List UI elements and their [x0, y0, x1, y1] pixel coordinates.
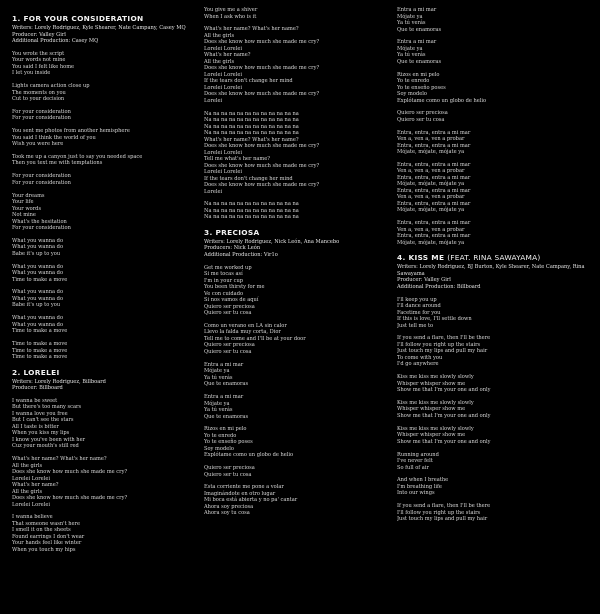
- track-number: 1.: [12, 14, 21, 23]
- lyric-stanza: [12, 398, 195, 450]
- lyric-stanza: [12, 109, 195, 122]
- lyric-line: Soy modelo: [204, 445, 234, 452]
- lyric-line: Quiero ser tu cosa: [397, 116, 445, 123]
- lyric-line: For your consideration: [12, 179, 71, 186]
- lyric-line: Ya tú verás: [204, 374, 233, 381]
- lyric-line: Just touch my lips and pull my hair: [397, 348, 488, 355]
- lyric-line: What you wanna do: [12, 315, 64, 322]
- lyric-stanza: [204, 465, 387, 478]
- lyric-line: Entra a mi mar: [397, 39, 437, 46]
- lyric-stanza: [12, 51, 195, 77]
- lyric-stanza: [12, 315, 195, 335]
- song-credits: [397, 264, 590, 290]
- lyric-line: Mójate ya: [397, 13, 423, 20]
- lyric-line: Quiero ser preciosa: [397, 110, 448, 117]
- song-heading: [12, 14, 195, 23]
- lyric-line: I've never felt: [397, 458, 433, 465]
- credit-line: Writers: Lorely Rodriguez, Kyle Shearer, Nate Campany, Casey MQ: [12, 25, 186, 31]
- lyric-line: That someone wasn't here: [12, 520, 80, 527]
- lyric-line: Took me up a canyon just to say you needed space: [12, 153, 143, 160]
- lyric-line: Tell me what's her name?: [204, 156, 270, 163]
- lyric-stanza: [397, 7, 590, 33]
- lyric-line: All I taste is bitter: [12, 423, 59, 430]
- lyric-line: You wrote the script: [12, 50, 65, 57]
- track-title: KISS ME: [408, 253, 445, 263]
- lyric-line: For your consideration: [12, 108, 71, 115]
- lyric-line: Your hands feel like winter: [12, 540, 82, 547]
- credit-line: Additional Production: Vir1o: [204, 251, 278, 258]
- lyrics-column-1: [12, 0, 195, 614]
- lyric-line: Ve con cuidado: [204, 290, 244, 297]
- lyric-stanza: [204, 111, 387, 196]
- song-heading: [12, 368, 195, 377]
- lyric-line: You sent me photos from another hemisphere: [12, 128, 130, 135]
- lyric-line: Ven a, ven a, ven a probar: [397, 194, 465, 201]
- credit-line: Sawayama: [397, 270, 425, 277]
- lyric-line: You said I think the world of you: [12, 134, 96, 141]
- lyric-line: Soy modelo: [397, 91, 427, 98]
- lyric-line: I'm in your cup: [204, 277, 244, 284]
- lyric-line: If you send a flare, then I'll be there: [397, 503, 491, 510]
- lyric-line: Explótame como un globo de helio: [397, 97, 487, 104]
- lyric-line: Lorelei Lorelei: [204, 149, 242, 156]
- lyric-stanza: [12, 341, 195, 361]
- lyric-line: You give me a shiver: [204, 7, 258, 13]
- lyric-line: Lorelei Lorelei: [204, 71, 242, 78]
- lyric-line: Lorelei Lorelei: [12, 475, 50, 482]
- lyric-line: Llevo la falda muy corta, Dior: [204, 329, 281, 336]
- lyric-line: Quiero ser tu cosa: [204, 310, 252, 317]
- lyric-line: Lorelei Lorelei: [204, 84, 242, 91]
- lyric-line: What's her name?: [12, 482, 59, 489]
- lyric-stanza: [204, 426, 387, 459]
- lyric-line: I know you've been with her: [12, 436, 86, 443]
- lyric-line: Yo te enseño poses: [397, 84, 446, 91]
- lyric-line: Your life: [12, 199, 34, 206]
- lyric-stanza: [397, 335, 590, 368]
- lyric-line: Mójate ya: [204, 368, 230, 375]
- lyric-stanza: [12, 83, 195, 103]
- lyric-line: Whisper whisper show me: [397, 406, 466, 413]
- lyric-line: Get me worked up: [204, 264, 252, 271]
- lyric-line: Que te enamoras: [204, 413, 249, 420]
- lyric-line: I'm breathing life: [397, 483, 442, 490]
- lyric-line: Show me that I'm your one and only: [397, 438, 491, 445]
- lyric-line: I wanna love you free: [12, 410, 68, 417]
- song-heading: [397, 253, 590, 262]
- lyric-stanza: [397, 162, 590, 214]
- lyric-line: Mójate, mójate, mójate ya: [397, 181, 465, 188]
- lyric-line: Mójate ya: [204, 400, 230, 407]
- lyric-line: Not mine: [12, 212, 36, 219]
- lyric-line: Does she know how much she made me cry?: [204, 182, 320, 189]
- song-block: [397, 7, 590, 246]
- lyric-stanza: [204, 26, 387, 104]
- lyric-stanza: [12, 128, 195, 148]
- lyric-line: Quiero ser tu cosa: [204, 348, 252, 355]
- lyric-line: I'll keep you up: [397, 296, 437, 303]
- song-credits: [12, 25, 195, 45]
- lyric-line: What you wanna do: [12, 270, 64, 277]
- lyric-line: Ahora soy tu cosa: [204, 510, 250, 517]
- lyric-line: What's her name? What's her name?: [204, 26, 299, 33]
- lyric-stanza: [397, 426, 590, 446]
- lyric-line: Imaginándote en otro lugar: [204, 490, 276, 497]
- lyric-line: Just tell me to: [397, 322, 434, 329]
- lyric-stanza: [12, 173, 195, 186]
- lyric-line: Na na na na na na na na na na na na: [204, 214, 299, 221]
- lyric-line: But I can't see the stars: [12, 417, 74, 424]
- credit-line: Producer: Valley Girl: [12, 31, 66, 38]
- lyric-line: Then you text me with temptations: [12, 160, 103, 167]
- lyric-line: Quiero ser preciosa: [204, 303, 255, 310]
- lyric-line: Como un verano en LA sin calor: [204, 322, 287, 329]
- lyric-line: Yo te enredo: [204, 432, 237, 439]
- lyric-line: Does she know how much she made me cry?: [204, 65, 320, 72]
- lyric-line: All the girls: [12, 488, 43, 495]
- lyric-line: Si me tocas así: [204, 271, 243, 278]
- lyric-line: I let you inside: [12, 70, 51, 77]
- lyric-line: Cut to your decision: [12, 96, 65, 103]
- track-number: 4.: [397, 253, 406, 263]
- lyric-line: I smell it on the sheets: [12, 527, 71, 534]
- lyric-line: Esta corriente me pone a volar: [204, 484, 284, 491]
- lyric-line: What you wanna do: [12, 295, 64, 302]
- credit-line: Additional Production: Billboard: [397, 283, 481, 290]
- lyric-line: Mójate, mójate, mójate ya: [397, 207, 465, 214]
- lyric-line: Time to make a move: [12, 347, 68, 354]
- lyric-stanza: [397, 297, 590, 330]
- lyric-line: Na na na na na na na na na na na na: [204, 207, 299, 214]
- lyric-line: If you send a flare, then I'll be there: [397, 335, 491, 342]
- lyric-line: Ven a, ven a, ven a probar: [397, 226, 465, 233]
- lyric-line: Does she know how much she made me cry?: [204, 39, 320, 46]
- lyric-stanza: [397, 503, 590, 523]
- lyric-line: Kiss me kiss me slowly slowly: [397, 425, 474, 432]
- lyric-stanza: [397, 452, 590, 472]
- lyric-line: Your words: [12, 205, 42, 212]
- lyric-line: Into our wings: [397, 490, 435, 497]
- lyric-stanza: [204, 394, 387, 420]
- lyric-line: All the girls: [12, 462, 43, 469]
- lyrics-column-2: [204, 0, 387, 607]
- lyric-line: Wish you were here: [12, 141, 64, 148]
- lyric-line: Yo te enseño poses: [204, 439, 253, 446]
- lyric-line: Quiero ser tu cosa: [204, 471, 252, 478]
- lyric-line: Cuz your mouth's still red: [12, 443, 79, 450]
- lyric-line: To come with you: [397, 354, 443, 361]
- lyric-line: What you wanna do: [12, 263, 64, 270]
- lyric-line: Que te enamoras: [397, 26, 442, 33]
- lyric-line: What you wanna do: [12, 237, 64, 244]
- lyric-stanza: [204, 201, 387, 221]
- lyric-line: Entra a mi mar: [204, 394, 244, 401]
- lyric-line: Mójate ya: [397, 45, 423, 52]
- lyric-line: Quiero ser preciosa: [204, 342, 255, 349]
- track-title: FOR YOUR CONSIDERATION: [23, 14, 144, 23]
- lyric-line: Ven a, ven a, ven a probar: [397, 136, 465, 143]
- lyric-line: Ya tú verás: [397, 20, 426, 26]
- lyric-line: Yo te enredo: [397, 78, 430, 85]
- lyric-line: Kiss me kiss me slowly slowly: [397, 374, 474, 381]
- track-title: PRECIOSA: [215, 227, 260, 237]
- credit-line: Writers: Lorely Rodriguez, Billboard: [12, 378, 106, 385]
- lyric-line: Entra a mi mar: [204, 361, 244, 368]
- lyric-stanza: [204, 323, 387, 356]
- lyric-line: Time to make a move: [12, 354, 68, 361]
- credit-line: Producer: Valley Girl: [397, 277, 451, 284]
- lyric-line: Na na na na na na na na na na na na: [204, 110, 299, 117]
- song-heading: [204, 228, 387, 237]
- lyric-stanza: [12, 456, 195, 508]
- credit-line: Producer: Billboard: [12, 385, 63, 392]
- lyric-line: Lights camera action close up: [12, 83, 90, 90]
- lyric-stanza: [397, 374, 590, 394]
- lyric-stanza: [397, 72, 590, 105]
- lyric-line: What's the hesitation: [12, 218, 67, 225]
- lyric-line: You said I felt like home: [12, 63, 75, 70]
- lyric-line: But there's too many scars: [12, 404, 82, 411]
- song-block: [12, 368, 195, 554]
- lyric-line: I'll follow you right up the stairs: [397, 341, 481, 348]
- lyric-line: Time to make a move: [12, 341, 68, 348]
- lyric-line: Rizos en mi pelo: [204, 426, 247, 433]
- lyric-line: Entra, entra, entra a mi mar: [397, 174, 471, 181]
- lyric-line: Tell me to come and I'll be at your door: [204, 335, 306, 342]
- lyric-line: All the girls: [204, 58, 235, 65]
- lyric-line: Que te enamoras: [204, 381, 249, 388]
- lyric-line: I wanna believe: [12, 514, 53, 521]
- lyric-line: For your consideration: [12, 115, 71, 122]
- lyric-line: Ven a, ven a, ven a probar: [397, 168, 465, 175]
- lyric-line: Lorelei Lorelei: [12, 501, 50, 508]
- lyric-line: The moments on you: [12, 89, 66, 96]
- lyric-stanza: [204, 7, 387, 20]
- lyric-stanza: [12, 264, 195, 284]
- lyric-line: Quiero ser preciosa: [204, 465, 255, 472]
- lyric-stanza: [12, 238, 195, 258]
- lyric-line: Lorelei: [204, 97, 223, 104]
- lyric-line: Running around: [397, 451, 439, 458]
- credit-line: Additional Production: Casey MQ: [12, 38, 99, 44]
- lyric-line: Facetime for you: [397, 309, 441, 316]
- lyric-line: Found earrings I don't wear: [12, 533, 85, 540]
- lyric-line: What you wanna do: [12, 321, 64, 328]
- lyric-line: Kiss me kiss me slowly slowly: [397, 399, 474, 406]
- song-block: [12, 14, 195, 361]
- lyric-line: All the girls: [204, 32, 235, 39]
- track-number: 3.: [204, 227, 213, 237]
- lyric-line: Entra, entra, entra a mi mar: [397, 200, 471, 207]
- lyric-line: When you kiss my lips: [12, 430, 70, 437]
- lyric-line: Explótame como un globo de helio: [204, 452, 294, 459]
- lyric-line: Entra, entra, entra a mi mar: [397, 142, 471, 149]
- lyric-stanza: [397, 400, 590, 420]
- lyric-line: For your consideration: [12, 225, 71, 232]
- lyric-line: If the tears don't change her mind: [204, 175, 293, 182]
- lyric-line: Does she know how much she made me cry?: [204, 162, 320, 169]
- lyric-line: Show me that I'm your one and only: [397, 412, 491, 419]
- lyric-line: So full of air: [397, 464, 429, 471]
- credit-line: Writers: Lorely Rodriguez, BJ Burton, Kyle Shearer, Nate Campany, Rina: [397, 264, 585, 271]
- lyric-line: Ya tú verás: [397, 52, 426, 59]
- lyric-line: What's her name? What's her name?: [12, 456, 107, 463]
- song-credits: [12, 379, 195, 392]
- lyric-line: Entra a mi mar: [397, 7, 437, 13]
- lyric-line: When I ask who is it: [204, 13, 257, 20]
- lyric-line: Mójate, mójate, mójate ya: [397, 149, 465, 156]
- lyric-line: Entra, entra, entra a mi mar: [397, 129, 471, 136]
- lyric-line: Mójate, mójate, mójate ya: [397, 239, 465, 246]
- lyric-line: Si nos vamos de aquí: [204, 297, 259, 304]
- track-number: 2.: [12, 367, 21, 377]
- lyric-line: Your words not mine: [12, 57, 66, 64]
- lyric-line: Rizos en mi pelo: [397, 71, 440, 78]
- track-featuring: (FEAT. RINA SAWAYAMA): [447, 253, 541, 263]
- song-block: [397, 253, 590, 522]
- lyric-line: Lorelei: [204, 188, 223, 195]
- lyric-line: Na na na na na na na na na na na na: [204, 117, 299, 124]
- lyric-line: Entra, entra, entra a mi mar: [397, 187, 471, 194]
- lyric-line: I'll follow you right up the stairs: [397, 509, 481, 516]
- lyrics-column-3: [397, 0, 590, 607]
- song-block: [204, 7, 387, 221]
- lyric-line: Whisper whisper show me: [397, 380, 466, 387]
- lyric-line: When you touch my hips: [12, 546, 76, 553]
- lyric-line: Que te enamoras: [397, 58, 442, 65]
- lyric-line: Na na na na na na na na na na na na: [204, 201, 299, 208]
- lyric-stanza: [397, 39, 590, 65]
- lyric-line: Does she know how much she made me cry?: [204, 91, 320, 98]
- lyric-line: If the tears don't change her mind: [204, 78, 293, 85]
- lyric-line: What's her name?: [204, 52, 251, 59]
- lyric-line: Babe it's up to you: [12, 250, 61, 257]
- lyric-stanza: [397, 220, 590, 246]
- lyric-line: What you wanna do: [12, 289, 64, 296]
- lyric-line: Whisper whisper show me: [397, 432, 466, 439]
- lyric-line: Time to make a move: [12, 276, 68, 283]
- lyric-line: Does she know how much she made me cry?: [12, 469, 128, 476]
- track-title: LORELEI: [23, 367, 60, 377]
- lyric-line: I'll dance around: [397, 303, 441, 310]
- lyric-line: You been thirsty for me: [204, 284, 265, 291]
- song-block: [204, 228, 387, 517]
- lyric-line: I wanna be sweet: [12, 397, 58, 404]
- lyric-line: Na na na na na na na na na na na na: [204, 130, 299, 137]
- lyric-stanza: [204, 484, 387, 517]
- lyric-line: Babe it's up to you: [12, 302, 61, 309]
- lyric-line: And when I breathe: [397, 477, 449, 484]
- lyric-stanza: [12, 193, 195, 232]
- lyric-line: What's her name? What's her name?: [204, 136, 299, 143]
- lyric-line: Na na na na na na na na na na na na: [204, 123, 299, 130]
- lyric-line: If this is love, I'll settle down: [397, 316, 472, 323]
- lyric-stanza: [204, 265, 387, 317]
- lyric-stanza: [12, 289, 195, 309]
- song-credits: [204, 239, 387, 259]
- lyric-line: Ya tú verás: [204, 407, 233, 414]
- lyric-line: Just touch my lips and pull my hair: [397, 516, 488, 523]
- lyric-line: Does she know how much she made me cry?: [12, 495, 128, 502]
- lyric-stanza: [397, 130, 590, 156]
- lyric-line: Time to make a move: [12, 328, 68, 335]
- credit-line: Writers: Lorely Rodriguez, Nick León, Ana Mancebo: [204, 238, 340, 245]
- lyric-line: Entra, entra, entra a mi mar: [397, 220, 471, 227]
- lyric-stanza: [12, 154, 195, 167]
- lyric-line: Entra, entra, entra a mi mar: [397, 161, 471, 168]
- lyric-line: Mi boca está abierta y no pa' cantar: [204, 497, 298, 504]
- lyric-line: What you wanna do: [12, 244, 64, 251]
- lyric-line: Your dreams: [12, 192, 45, 199]
- lyric-line: Show me that I'm your one and only: [397, 387, 491, 394]
- lyric-line: I'd go anywhere: [397, 361, 439, 368]
- lyric-stanza: [397, 477, 590, 497]
- credit-line: Producers: Nick León: [204, 245, 261, 252]
- lyric-line: Entra, entra, entra a mi mar: [397, 233, 471, 240]
- lyric-stanza: [204, 362, 387, 388]
- lyric-line: Does she know how much she made me cry?: [204, 143, 320, 150]
- lyric-stanza: [12, 514, 195, 553]
- lyric-line: For your consideration: [12, 173, 71, 180]
- lyric-line: Lorelei Lorelei: [204, 45, 242, 52]
- lyric-stanza: [397, 110, 590, 123]
- lyric-line: Ahora soy preciosa: [204, 503, 254, 510]
- lyric-line: Lorelei Lorelei: [204, 169, 242, 176]
